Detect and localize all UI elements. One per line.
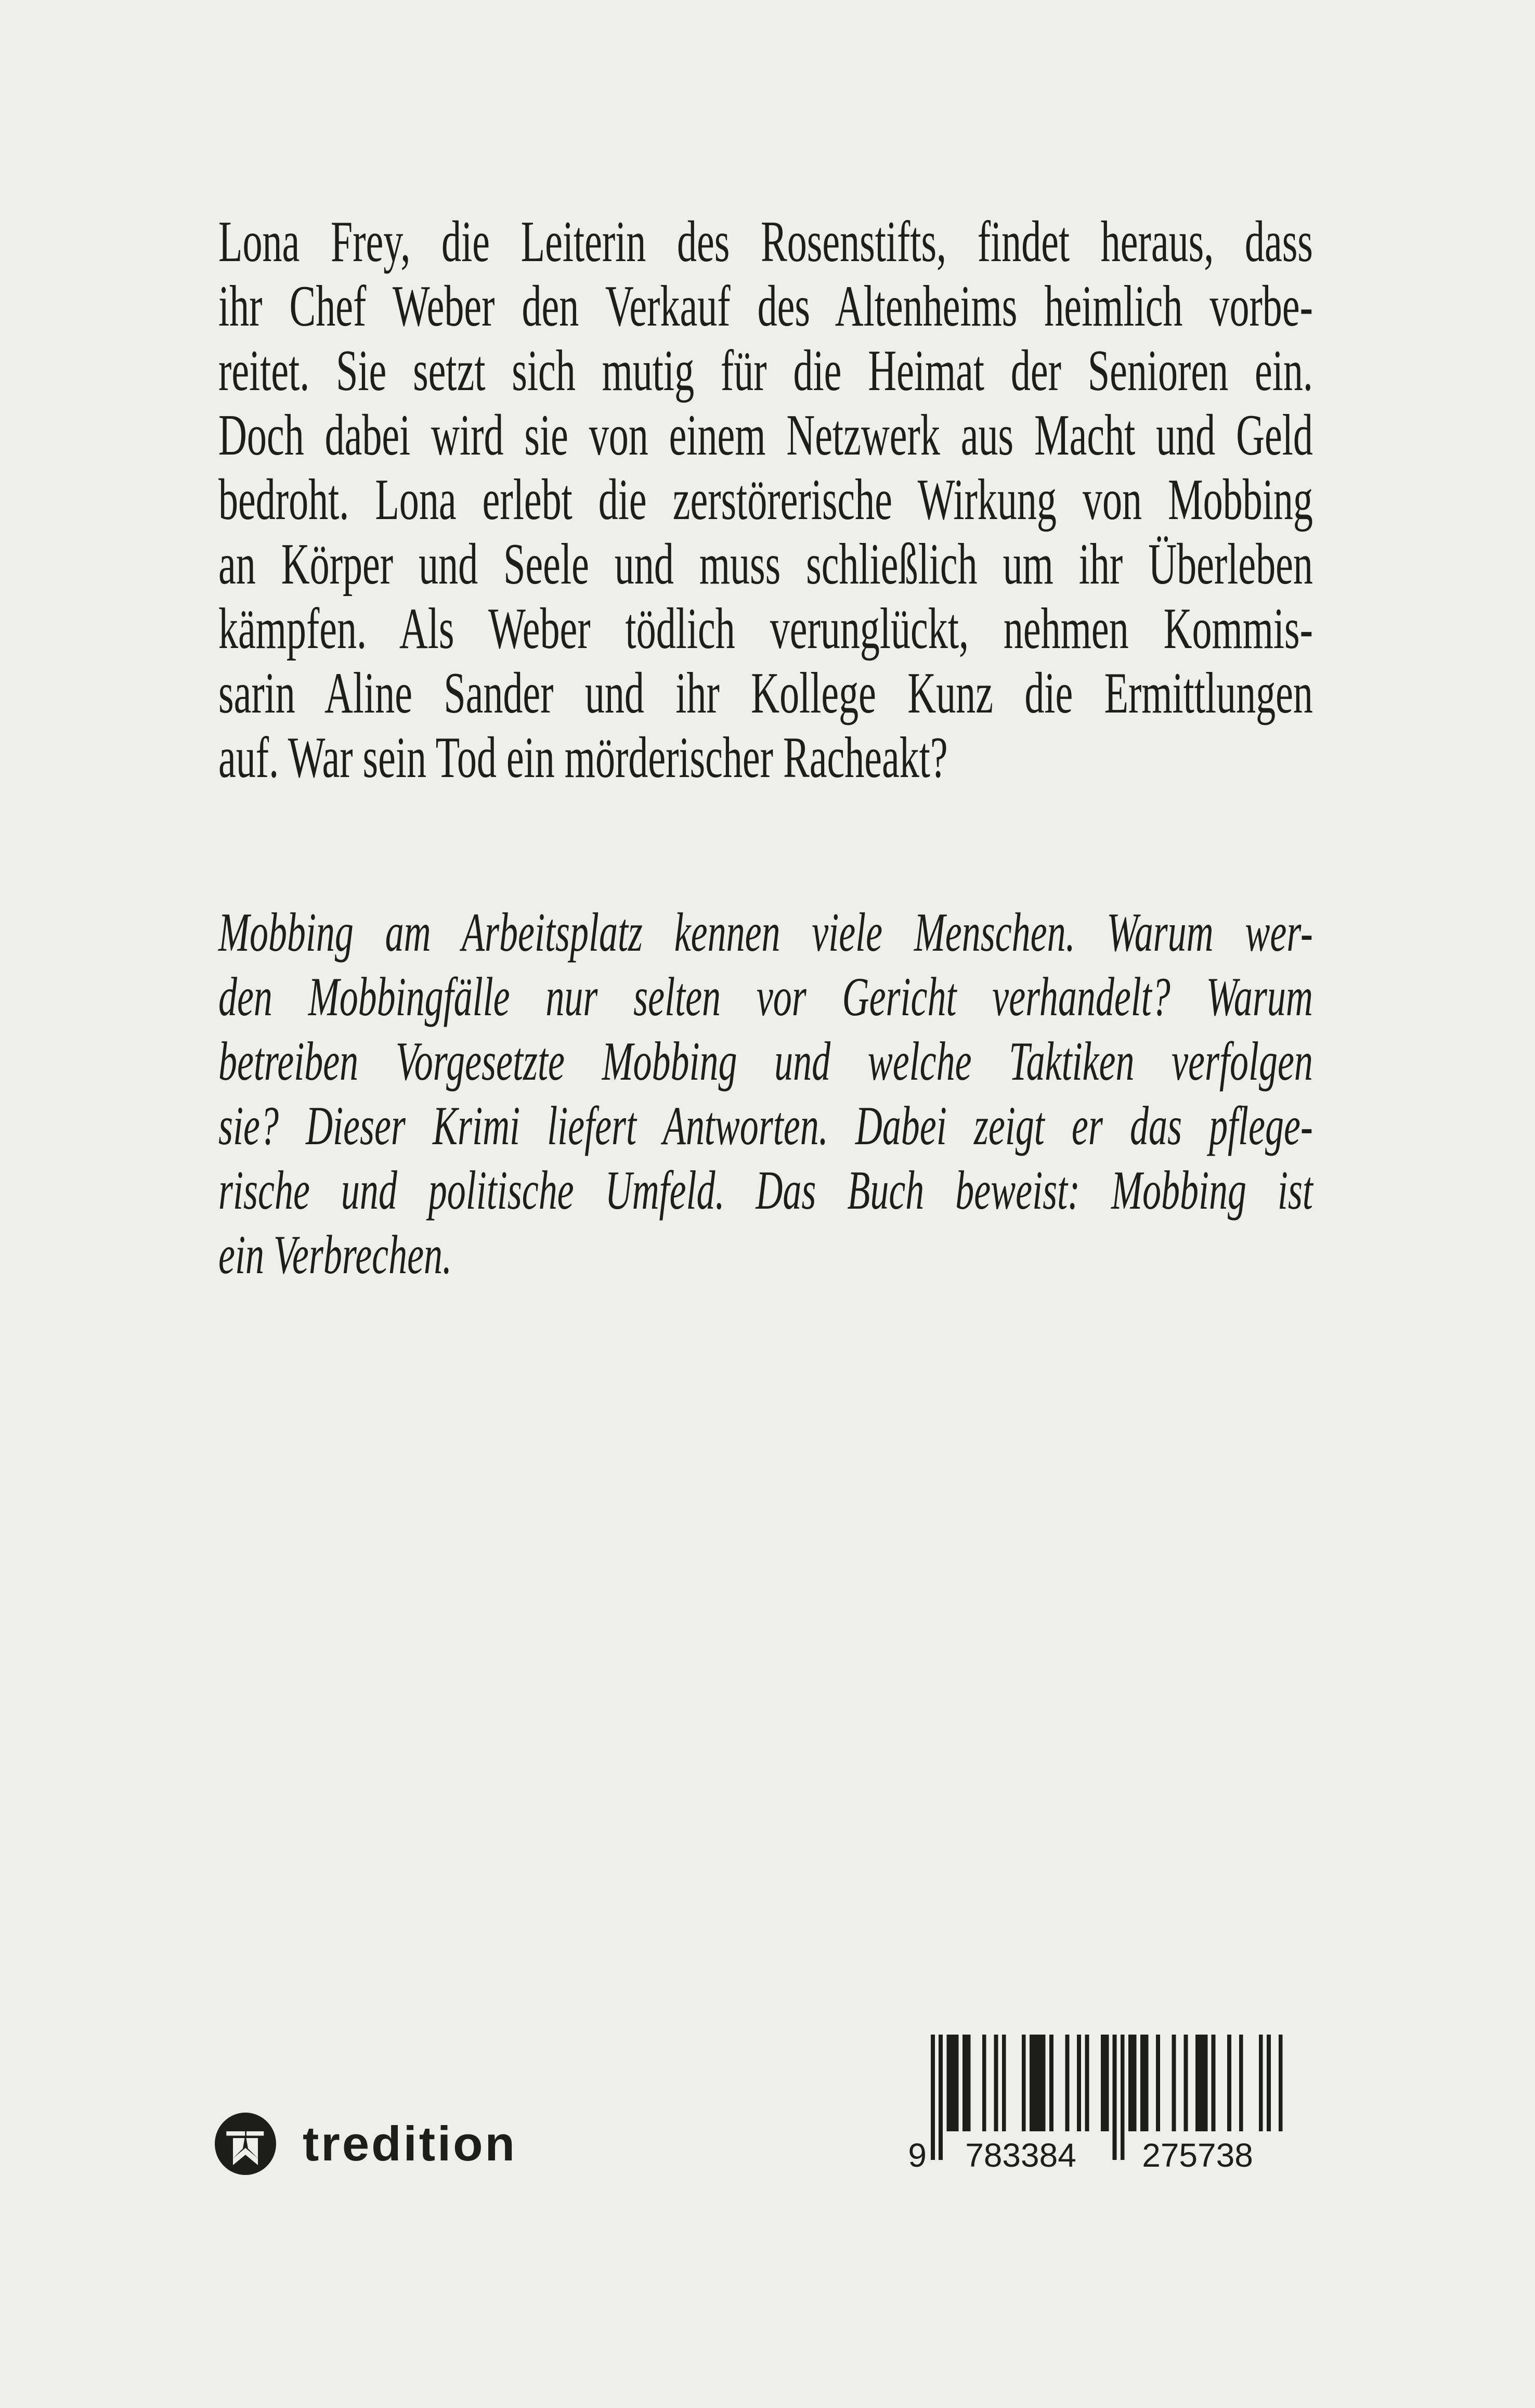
text-line: auf. War sein Tod ein mörderischer Racheakt? <box>218 726 948 790</box>
text-line: bedroht. Lona erlebt die zerstörerische Wirkung von Mobbing <box>218 468 1313 532</box>
publisher-brand <box>214 2113 517 2175</box>
text-line: sie? Dieser Krimi liefert Antworten. Dabei zeigt er das pflege- <box>218 1095 1313 1156</box>
text-line: Mobbing am Arbeitsplatz kennen viele Menschen. Warum wer- <box>218 902 1313 963</box>
text-line: reitet. Sie setzt sich mutig für die Heimat der Senioren ein. <box>218 339 1313 403</box>
text-line: ein Verbrechen. <box>218 1224 452 1285</box>
teaser-paragraph <box>218 900 1313 1287</box>
text-line: kämpfen. Als Weber tödlich verunglückt, nehmen Kommis- <box>218 597 1313 661</box>
text-line: rische und politische Umfeld. Das Buch beweist: Mobbing ist <box>218 1160 1313 1221</box>
barcode-right-digits: 275738 <box>1142 2137 1253 2174</box>
isbn-barcode <box>908 2035 1306 2174</box>
text-line: Doch dabei wird sie von einem Netzwerk aus Macht und Geld <box>218 403 1313 468</box>
text-line: sarin Aline Sander und ihr Kollege Kunz die Ermittlungen <box>218 661 1313 726</box>
text-line: betreiben Vorgesetzte Mobbing und welche Taktiken verfolgen <box>218 1031 1313 1092</box>
text-line: Lona Frey, die Leiterin des Rosenstifts, findet heraus, dass <box>218 210 1313 274</box>
text-line: den Mobbingfälle nur selten vor Gericht verhandelt? Warum <box>218 966 1313 1027</box>
text-line: ihr Chef Weber den Verkauf des Altenheims heimlich vorbe- <box>218 274 1313 339</box>
barcode-prefix-digit: 9 <box>908 2137 927 2174</box>
publisher-wordmark: tredition <box>303 2116 517 2171</box>
text-line: an Körper und Seele und muss schließlich um ihr Überleben <box>218 532 1313 597</box>
tredition-logo-icon <box>214 2113 277 2175</box>
barcode-left-digits: 783384 <box>965 2137 1076 2174</box>
synopsis-paragraph <box>218 210 1313 790</box>
